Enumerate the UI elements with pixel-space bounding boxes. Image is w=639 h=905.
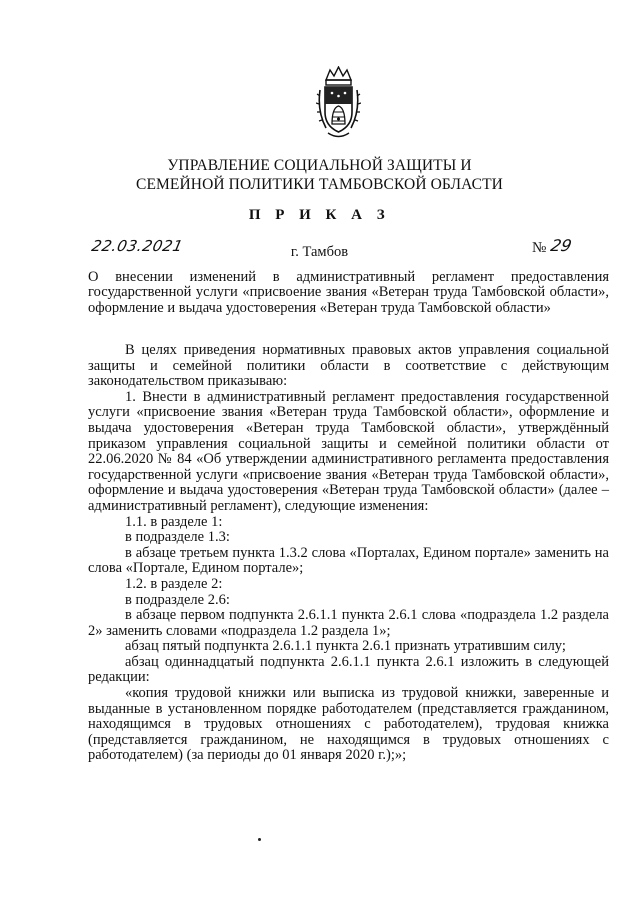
paragraph-preamble: В целях приведения нормативных правовых актов управления социальной защиты и семейной политики области в соответствие с действующим законодательством приказываю: [88, 342, 609, 390]
document-number-label: № [532, 240, 547, 256]
paragraph-amendment-2-6-1-1-first: в абзаце первом подпункта 2.6.1.1 пункта 2.6.1 слова «подраздела 1.2 раздела 2» заменить словами «подраздела 1.2 раздела 1»; [88, 607, 609, 639]
paragraph-amendment-1-3-2: в абзаце третьем пункта 1.3.2 слова «Порталах, Едином портале» заменить на слова «Портале, Едином портале»; [88, 544, 609, 577]
paragraph-subsection-1-3: в подразделе 1.3: [125, 529, 230, 546]
document-subject: О внесении изменений в административный регламент предоставления государственной услуги «присвоение звания «Ветеран труда Тамбовской области», оформление и выдача удостоверения «Ветеран труда Тамбовской области» [88, 269, 609, 316]
paragraph-item-1-1: 1.1. в разделе 1: [125, 513, 223, 530]
scan-speck [258, 838, 261, 841]
paragraph-new-wording: «копия трудовой книжки или выписка из трудовой книжки, заверенные и выданные в установленном порядке работодателем (представляется гражданином, находящимся в трудовых отношениях с работодателем), трудовая книжка (представляется гражданином, не находящимся в трудовых отношениях с работодателем) (за периоды до 01 января 2020 г.);»; [88, 685, 609, 764]
document-number-handwritten: 29 [548, 236, 574, 255]
document-city: г. Тамбов [290, 244, 349, 260]
organization-name-line2: СЕМЕЙНОЙ ПОЛИТИКИ ТАМБОВСКОЙ ОБЛАСТИ [136, 176, 503, 193]
tambov-coat-of-arms-emblem [316, 66, 361, 138]
document-body [88, 343, 609, 764]
document-date-handwritten: 22.03.2021 [90, 237, 185, 255]
organization-name-line1: УПРАВЛЕНИЕ СОЦИАЛЬНОЙ ЗАЩИТЫ И [167, 157, 472, 174]
paragraph-item-1: 1. Внести в административный регламент предоставления государственной услуги «присвоение звания «Ветеран труда Тамбовской области», оформление и выдача удостоверения «Ветеран труда Тамбовской области», утверждённый приказом управления социальной защиты и семейной политики области от 22.06.2020 № 84 «Об утверждении административного регламента предоставления государственной услуги «присвоение звания «Ветеран труда Тамбовской области», оформление и выдача удостоверения «Ветеран труда Тамбовской области» (далее – административный регламент), следующие изменения: [88, 388, 609, 514]
document-title: П Р И К А З [248, 207, 391, 223]
paragraph-amendment-2-6-1-1-fifth: абзац пятый подпункта 2.6.1.1 пункта 2.6.1 признать утратившим силу; [125, 638, 566, 655]
paragraph-item-1-2: 1.2. в разделе 2: [125, 575, 223, 592]
paragraph-subsection-2-6: в подразделе 2.6: [125, 591, 230, 608]
paragraph-amendment-2-6-1-1-eleventh: абзац одиннадцатый подпункта 2.6.1.1 пункта 2.6.1 изложить в следующей редакции: [88, 653, 609, 686]
